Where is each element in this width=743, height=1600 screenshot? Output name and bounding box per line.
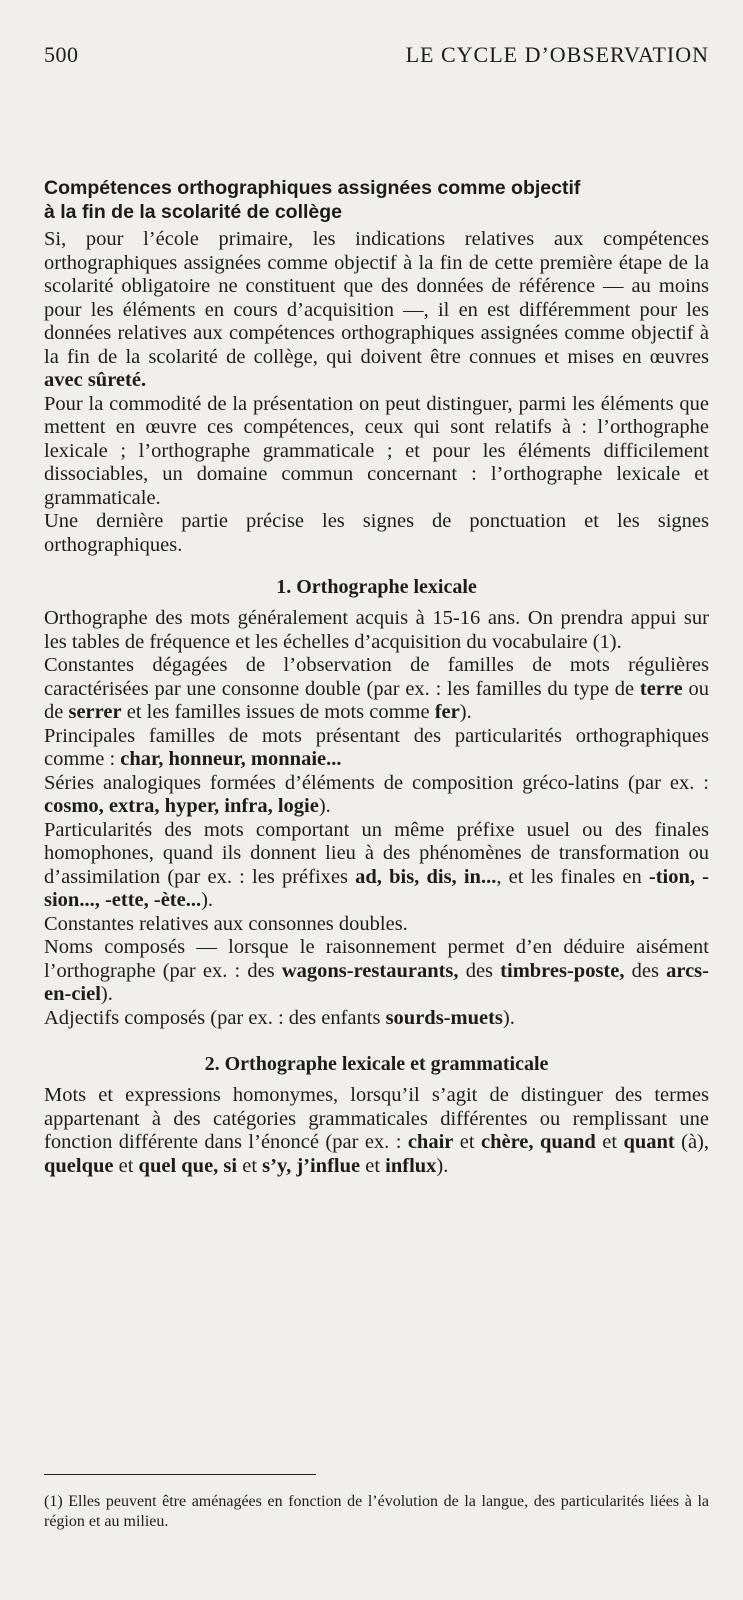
bold-term: arcs-en-ciel — [44, 959, 709, 1005]
section-heading-line-1: Compétences orthographiques assignées comme objectif — [44, 177, 581, 199]
bold-term: -tion, -sion..., -ette, -ète... — [44, 865, 709, 911]
body-paragraph — [44, 725, 709, 772]
text-run: des — [624, 959, 667, 982]
page-number: 500 — [44, 42, 79, 67]
text-run: Orthographe des mots généralement acquis à 15-16 ans. On prendra appui sur les tables de fréquence et les échelles d’acquisition du vocabulaire (1). — [44, 607, 709, 653]
text-run: Principales familles de mots présentant des particularités orthographiques comme : — [44, 724, 709, 770]
text-run: ). — [436, 1154, 449, 1177]
running-title: LE CYCLE D’OBSERVATION — [405, 42, 709, 67]
bold-term: chair — [407, 1131, 454, 1153]
bold-term: influx — [385, 1154, 437, 1177]
bold-term: wagons-restaurants, — [281, 959, 459, 982]
text-run: (à), — [674, 1131, 710, 1153]
body-paragraph — [44, 936, 709, 1007]
body-paragraph — [44, 913, 709, 937]
section-1-title: 1. Orthographe lexicale — [276, 576, 477, 598]
text-run: ). — [459, 701, 472, 723]
bold-term: chère, quand — [480, 1131, 596, 1153]
text-run: et — [113, 1154, 139, 1177]
text-run: des — [458, 959, 501, 982]
intro-paragraph-2 — [44, 393, 709, 511]
section-heading-line-2: à la fin de la scolarité de collège — [44, 201, 343, 223]
body-paragraph — [44, 607, 709, 654]
text-run: Si, pour l’école primaire, les indications relatives aux compétences orthographiques assignées comme objectif à la fin de cette première étape de la scolarité obligatoire ne constituent que des données de référence — au moins pour les éléments en cours d’acquisition —, il en est différemment pour les données relatives aux compétences orthographiques assignées comme objectif à la fin de la scolarité de collège, qui doivent être connues et mises en œuvres — [44, 228, 709, 368]
text-run: et — [360, 1154, 386, 1177]
page-body — [44, 176, 709, 1178]
intro-paragraph-1 — [44, 228, 709, 393]
bold-term: serrer — [68, 701, 122, 723]
bold-term: quel que, si — [138, 1154, 238, 1177]
text-run: Particularités des mots comportant un même préfixe usuel ou des finales homophones, quand ils donnent lieu à des phénomènes de transformation ou d’assimilation (par ex. : les préfixes — [44, 818, 709, 888]
page-header — [44, 42, 709, 74]
body-paragraph — [44, 1084, 709, 1178]
bold-term: timbres-poste, — [500, 959, 625, 982]
text-run: et — [237, 1154, 263, 1177]
bold-term: cosmo, extra, hyper, infra, logie — [44, 795, 319, 817]
body-paragraph — [44, 1007, 709, 1031]
bold-term: sourds-muets — [385, 1006, 503, 1029]
text-run: ). — [318, 795, 331, 817]
bold-term: fer — [434, 701, 460, 723]
text-run: Constantes dégagées de l’observation de familles de mots régulières caractérisées par une consonne double (par ex. : les familles du type de — [44, 654, 709, 700]
body-paragraph — [44, 654, 709, 725]
text-run: ou de — [44, 677, 710, 723]
footnote-divider — [44, 1474, 316, 1475]
bold-term: avec sûreté. — [44, 369, 147, 391]
text-run: , et les finales en — [496, 865, 649, 888]
text-run: ). — [100, 983, 113, 1005]
text-run: Pour la commodité de la présentation on peut distinguer, parmi les éléments que mettent en œuvre ces compétences, ceux qui sont relatifs à : l’orthographe lexicale ; l’orthographe grammaticale ; et pour les éléments difficilement dissociables, un domaine commun concernant : l’orthographe lexicale et grammaticale. — [44, 392, 709, 509]
bold-term: ad, bis, dis, in... — [355, 865, 497, 888]
bold-term: terre — [639, 677, 683, 700]
bold-term: quelque — [44, 1154, 114, 1177]
bold-term: char, honneur, monnaie... — [120, 748, 342, 770]
text-run: Adjectifs composés (par ex. : des enfants — [44, 1006, 386, 1029]
section-1-body — [44, 607, 709, 1030]
intro-paragraph-3 — [44, 510, 709, 557]
text-run: Une dernière partie précise les signes de ponctuation et les signes orthographiques. — [44, 510, 709, 556]
text-run: ). — [502, 1006, 515, 1029]
bold-term: s’y, j’influe — [262, 1154, 361, 1177]
footnote: (1) Elles peuvent être aménagées en fonction de l’évolution de la langue, des particularités liées à la région et au milieu. — [44, 1493, 709, 1530]
section-2-body — [44, 1084, 709, 1178]
text-run: et les familles issues de mots comme — [121, 701, 435, 723]
section-heading — [44, 176, 709, 224]
body-paragraph — [44, 819, 709, 913]
text-run: Séries analogiques formées d’éléments de composition gréco-latins (par ex. : — [44, 771, 709, 794]
text-run: et — [595, 1131, 624, 1153]
text-run: Noms composés — lorsque le raisonnement permet d’en déduire aisément l’orthographe (par ex. : des — [44, 936, 709, 982]
text-run: ). — [201, 889, 214, 911]
bold-term: quant — [623, 1131, 675, 1153]
text-run: Mots et expressions homonymes, lorsqu’il s’agit de distinguer des termes appartenant à des catégories grammaticales différentes ou remplissant une fonction différente dans l’énoncé (par ex. : — [44, 1084, 709, 1153]
text-run: et — [453, 1131, 481, 1153]
body-paragraph — [44, 772, 709, 819]
text-run: Constantes relatives aux consonnes doubles. — [44, 912, 408, 935]
section-2-title: 2. Orthographe lexicale et grammaticale — [204, 1053, 549, 1075]
